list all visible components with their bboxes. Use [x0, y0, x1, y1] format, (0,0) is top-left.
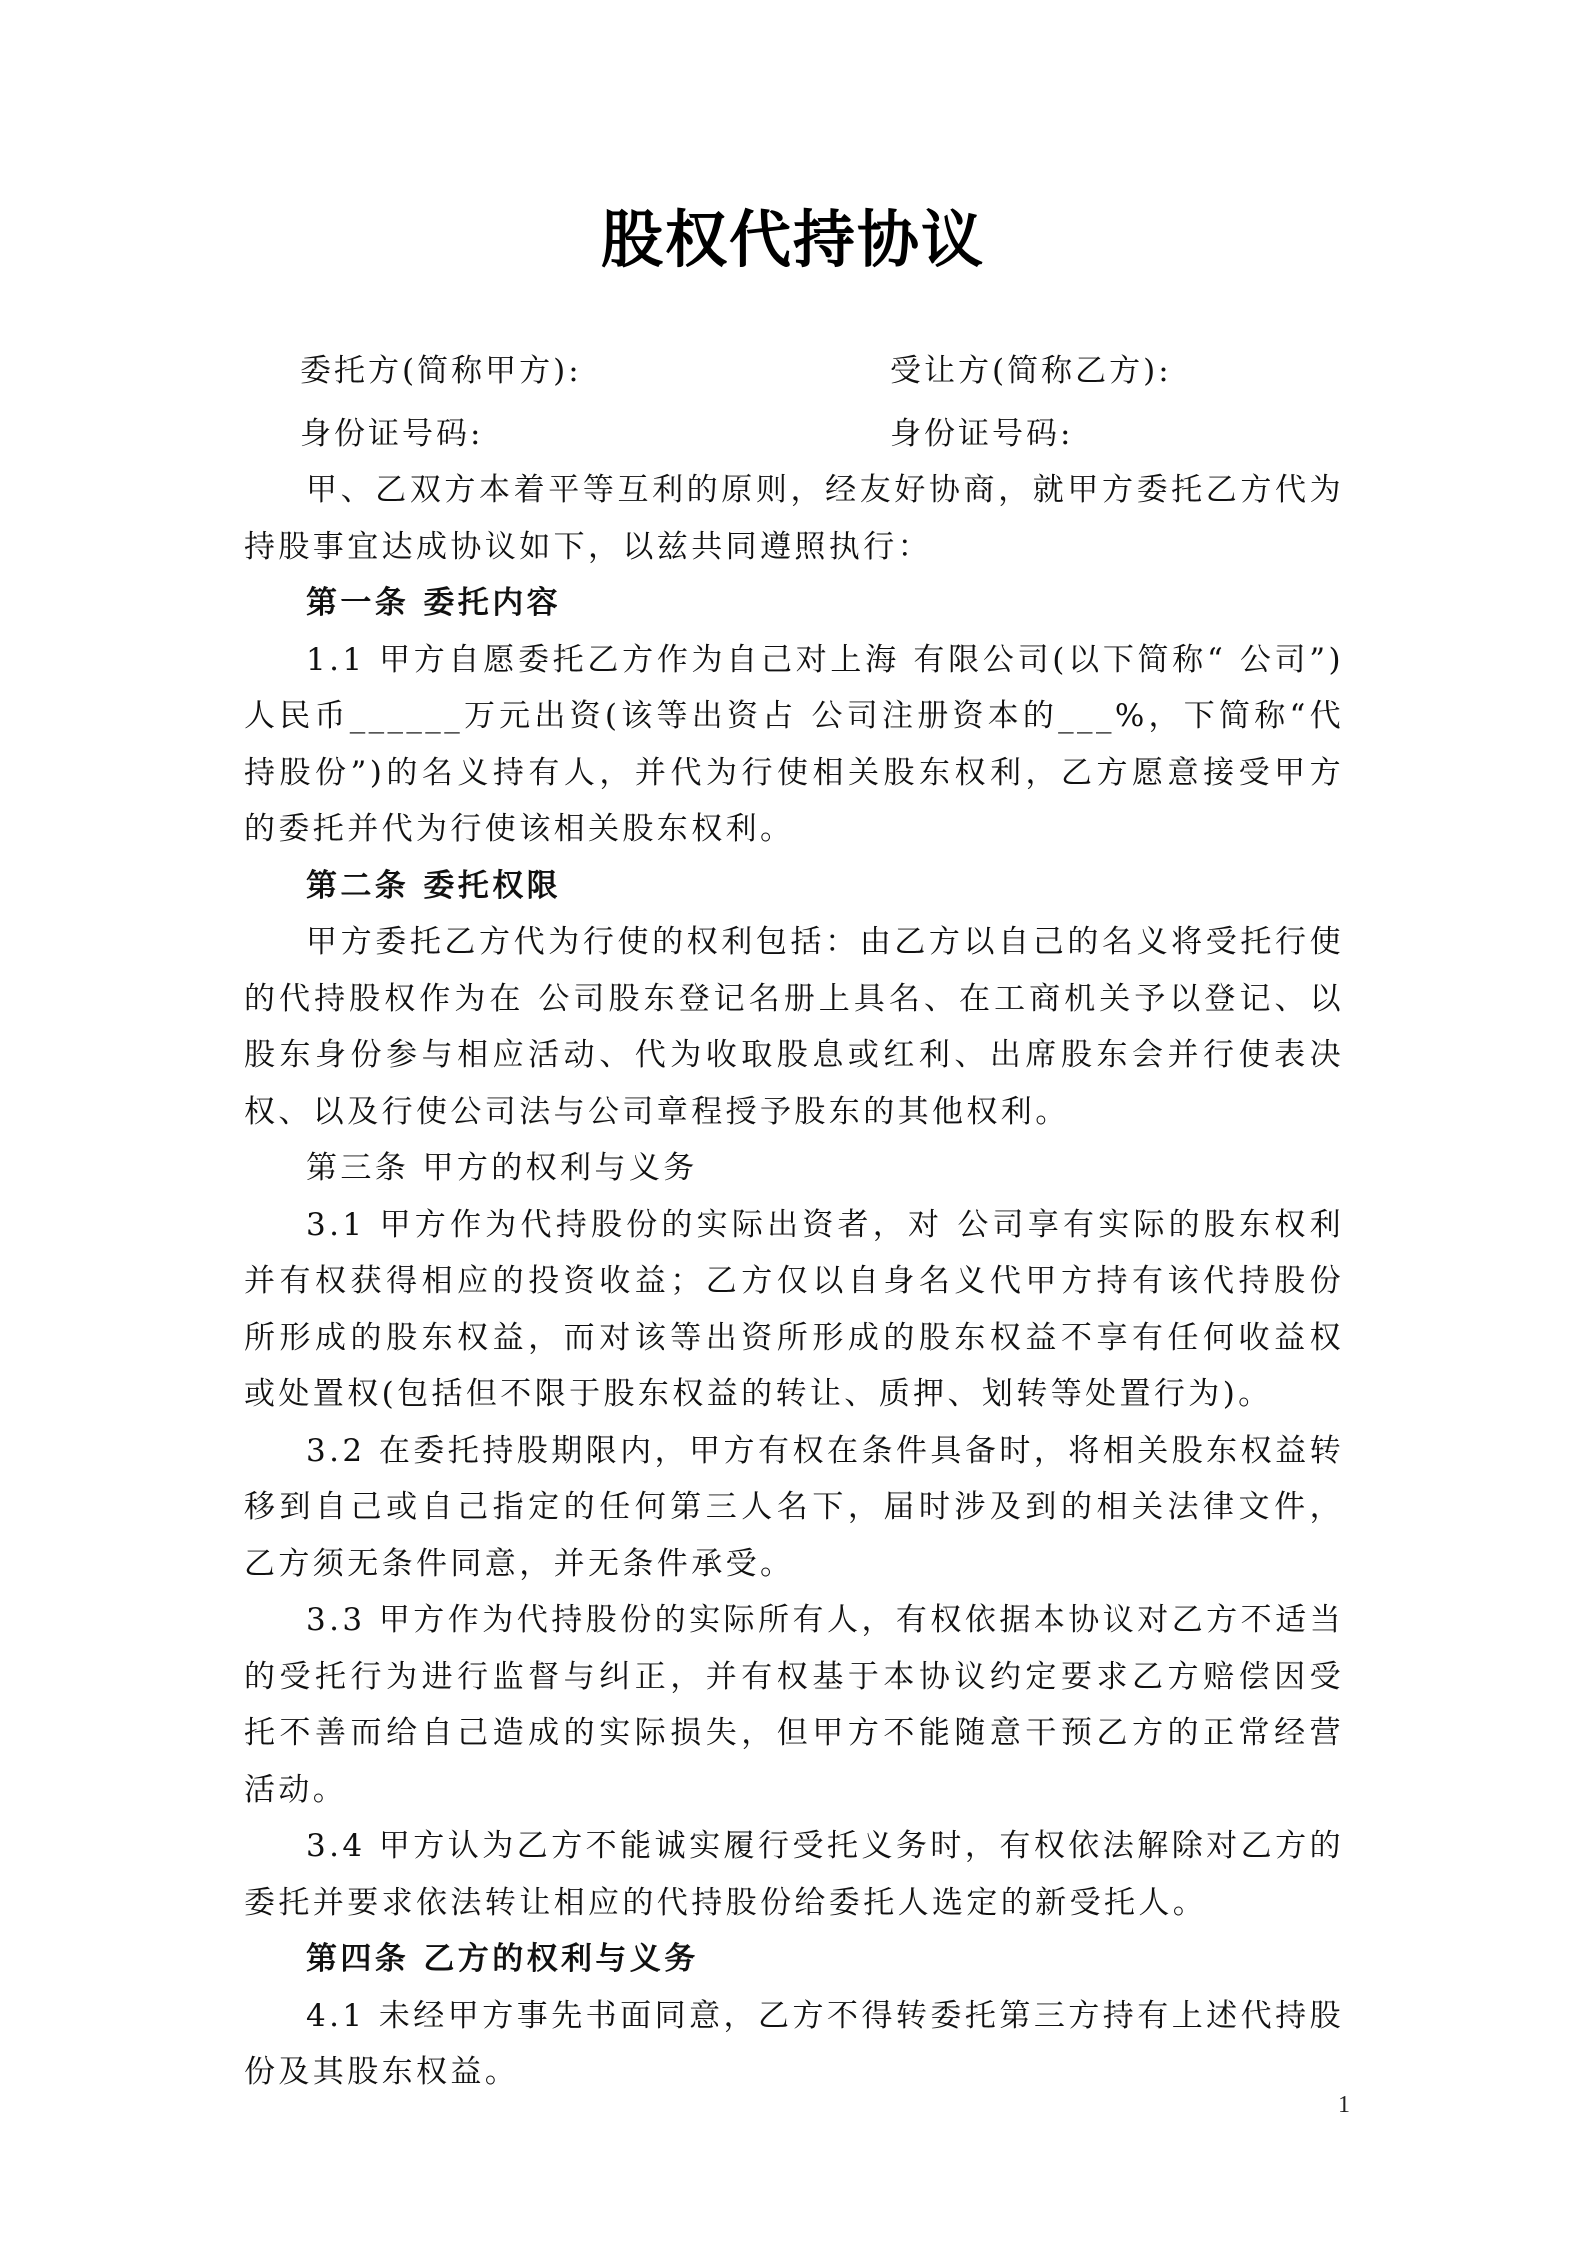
clause-3-1: 3.1 甲方作为代持股份的实际出资者，对 公司享有实际的股东权利并有权获得相应的投资收益；乙方仅以自身名义代甲方持有该代持股份所形成的股东权益，而对该等出资所形成的股东权益不享有任何收益权或处置权(包括但不限于股东权益的转让、质押、划转等处置行为)。 [244, 1206, 1344, 1412]
clause-3-4: 3.4 甲方认为乙方不能诚实履行受托义务时，有权依法解除对乙方的委托并要求依法转让相应的代持股份给委托人选定的新受托人。 [244, 1828, 1344, 1921]
article-2-body: 甲方委托乙方代为行使的权利包括：由乙方以自己的名义将受托行使的代持股权作为在 公司股东登记名册上具名、在工商机关予以登记、以股东身份参与相应活动、代为收取股息或红利、出席股东会并行使表决权、以及行使公司法与公司章程授予股东的其他权利。 [244, 924, 1344, 1130]
principal-id-label: 身份证号码: [300, 416, 484, 452]
agent-label: 受让方(简称乙方): [890, 353, 1172, 389]
page-number: 1 [1338, 2092, 1350, 2118]
clause-4-1: 4.1 未经甲方事先书面同意，乙方不得转委托第三方持有上述代持股份及其股东权益。 [244, 1997, 1344, 2090]
principal-label: 委托方(简称甲方): [300, 353, 582, 389]
agent-id-label: 身份证号码: [890, 416, 1074, 452]
clause-3-3: 3.3 甲方作为代持股份的实际所有人，有权依据本协议对乙方不适当的受托行为进行监督与纠正，并有权基于本协议约定要求乙方赔偿因受托不善而给自己造成的实际损失，但甲方不能随意干预乙方的正常经营活动。 [244, 1602, 1344, 1808]
intro-paragraph: 甲、乙双方本着平等互利的原则，经友好协商，就甲方委托乙方代为持股事宜达成协议如下，以兹共同遵照执行： [244, 472, 1344, 565]
document-title: 股权代持协议 [600, 203, 985, 276]
clause-1-1: 1.1 甲方自愿委托乙方作为自己对上海 有限公司(以下简称“ 公司”)人民币______万元出资(该等出资占 公司注册资本的___%，下简称“代持股份”)的名义持有人，并代为行使相关股东权利，乙方愿意接受甲方的委托并代为行使该相关股东权利。 [244, 641, 1344, 847]
article-3-heading: 第三条 甲方的权利与义务 [306, 1150, 698, 1186]
article-2-heading: 第二条 委托权限 [306, 867, 561, 904]
document-body [244, 462, 1344, 2101]
article-4-heading: 第四条 乙方的权利与义务 [306, 1941, 699, 1977]
article-1-heading: 第一条 委托内容 [306, 585, 561, 621]
clause-3-2: 3.2 在委托持股期限内，甲方有权在条件具备时，将相关股东权益转移到自己或自己指定的任何第三人名下，届时涉及到的相关法律文件，乙方须无条件同意，并无条件承受。 [244, 1432, 1344, 1582]
